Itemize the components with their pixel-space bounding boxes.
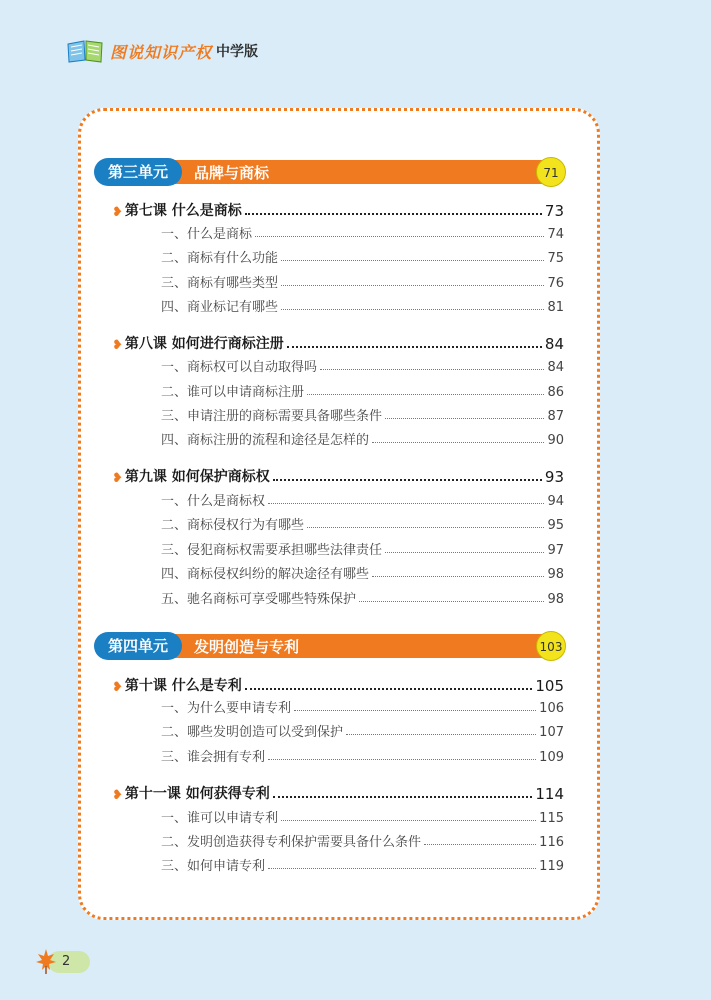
toc-item-page: 76 [547,276,564,291]
dot-leader [307,394,544,395]
unit-header[interactable] [94,158,566,186]
toc-item-page: 106 [539,701,564,716]
unit-title: 发明创造与专利 [194,637,300,656]
toc-item-page: 98 [547,567,564,582]
dot-leader [359,601,544,602]
dot-leader [245,213,542,215]
heart-bullet-icon: ❥ [112,788,123,803]
dot-leader [273,479,542,481]
book-edition: 中学版 [216,44,259,60]
unit-tag: 第三单元 [94,158,182,186]
lesson-title: 第八课 如何进行商标注册 [124,336,284,352]
dot-leader [385,552,544,553]
toc-item-text: 五、驰名商标可享受哪些特殊保护 [161,592,357,607]
toc-item[interactable] [161,854,564,874]
toc-item-page: 74 [547,227,564,242]
toc-item[interactable] [161,271,564,291]
toc-item-text: 三、侵犯商标权需要承担哪些法律责任 [161,543,383,558]
dot-leader [255,236,544,237]
toc-item[interactable] [161,222,564,242]
toc-item-text: 二、哪些发明创造可以受到保护 [161,725,344,740]
toc-item[interactable] [161,295,564,315]
toc-item-page: 87 [547,409,564,424]
toc-item[interactable] [161,745,564,765]
dot-leader [372,576,544,577]
open-book-icon [66,38,104,64]
lesson-page: 73 [544,202,564,220]
toc-item-text: 三、谁会拥有专利 [161,750,266,765]
dot-leader [268,759,536,760]
book-header [66,34,258,68]
maple-leaf-icon [34,947,58,975]
dot-leader [281,260,544,261]
toc-item[interactable] [161,562,564,582]
toc-item-text: 四、商标侵权纠纷的解决途径有哪些 [161,567,370,582]
dot-leader [307,527,544,528]
toc-item[interactable] [161,587,564,607]
heart-bullet-icon: ❥ [112,205,123,220]
lesson-page: 93 [544,468,564,486]
toc-item-text: 三、申请注册的商标需要具备哪些条件 [161,409,383,424]
heart-bullet-icon: ❥ [112,338,123,353]
page-footer [34,947,90,975]
toc-item-text: 四、商业标记有哪些 [161,300,279,315]
dot-leader [281,285,544,286]
toc-item[interactable] [161,538,564,558]
dot-leader [287,346,542,348]
unit-tag: 第四单元 [94,632,182,660]
toc-item-page: 81 [547,300,564,315]
lesson-page: 114 [535,785,564,803]
dot-leader [424,844,536,845]
unit-page-badge: 71 [536,157,566,187]
lesson-entry[interactable] [112,464,564,486]
dot-leader [268,503,544,504]
toc-item-page: 75 [547,251,564,266]
dot-leader [268,868,536,869]
toc-item[interactable] [161,696,564,716]
toc-item-page: 94 [547,494,564,509]
lesson-entry[interactable] [112,781,564,803]
toc-item[interactable] [161,355,564,375]
toc-item-page: 90 [547,433,564,448]
unit-bar-background [124,160,548,184]
lesson-title: 第十一课 如何获得专利 [124,786,270,802]
toc-item-text: 一、谁可以申请专利 [161,811,279,826]
toc-item-text: 一、什么是商标权 [161,494,266,509]
toc-item-text: 三、如何申请专利 [161,859,266,874]
lesson-entry[interactable] [112,331,564,353]
toc-item-page: 95 [547,518,564,533]
page-number: 2 [62,954,71,969]
toc-item-text: 二、谁可以申请商标注册 [161,385,305,400]
dot-leader [346,734,536,735]
toc-item-text: 二、商标有什么功能 [161,251,279,266]
toc-item-text: 二、发明创造获得专利保护需要具备什么条件 [161,835,422,850]
toc-item[interactable] [161,830,564,850]
lesson-page: 105 [535,677,564,695]
dot-leader [385,418,544,419]
lesson-entry[interactable] [112,673,564,695]
toc-item-page: 84 [547,360,564,375]
dot-leader [273,796,533,798]
dot-leader [294,710,536,711]
toc-item-text: 三、商标有哪些类型 [161,276,279,291]
toc-item[interactable] [161,380,564,400]
toc-item-page: 98 [547,592,564,607]
toc-item-page: 119 [539,859,564,874]
toc-item-text: 一、什么是商标 [161,227,253,242]
toc-item-text: 一、为什么要申请专利 [161,701,292,716]
toc-item[interactable] [161,246,564,266]
toc-item-page: 116 [539,835,564,850]
dot-leader [281,309,544,310]
heart-bullet-icon: ❥ [112,471,123,486]
lesson-title: 第十课 什么是专利 [124,678,242,694]
lesson-entry[interactable] [112,198,564,220]
toc-item-page: 115 [539,811,564,826]
toc-item-text: 一、商标权可以自动取得吗 [161,360,318,375]
toc-item-page: 107 [539,725,564,740]
unit-page-badge: 103 [536,631,566,661]
toc-item[interactable] [161,428,564,448]
toc-item-page: 109 [539,750,564,765]
dot-leader [281,820,536,821]
lesson-title: 第七课 什么是商标 [124,203,242,219]
toc-item-page: 86 [547,385,564,400]
dot-leader [320,369,544,370]
toc-item[interactable] [161,404,564,424]
toc-item-text: 二、商标侵权行为有哪些 [161,518,305,533]
heart-bullet-icon: ❥ [112,680,123,695]
toc-item[interactable] [161,513,564,533]
lesson-title: 第九课 如何保护商标权 [124,469,270,485]
unit-bar-background [124,634,548,658]
toc-item[interactable] [161,806,564,826]
toc-item-text: 四、商标注册的流程和途径是怎样的 [161,433,370,448]
book-title: 图说知识产权 [110,42,213,62]
toc-item[interactable] [161,720,564,740]
dot-leader [372,442,544,443]
unit-header[interactable] [94,632,566,660]
lesson-page: 84 [544,335,564,353]
toc-item-page: 97 [547,543,564,558]
toc-item[interactable] [161,489,564,509]
dot-leader [245,688,533,690]
unit-title: 品牌与商标 [194,163,270,182]
